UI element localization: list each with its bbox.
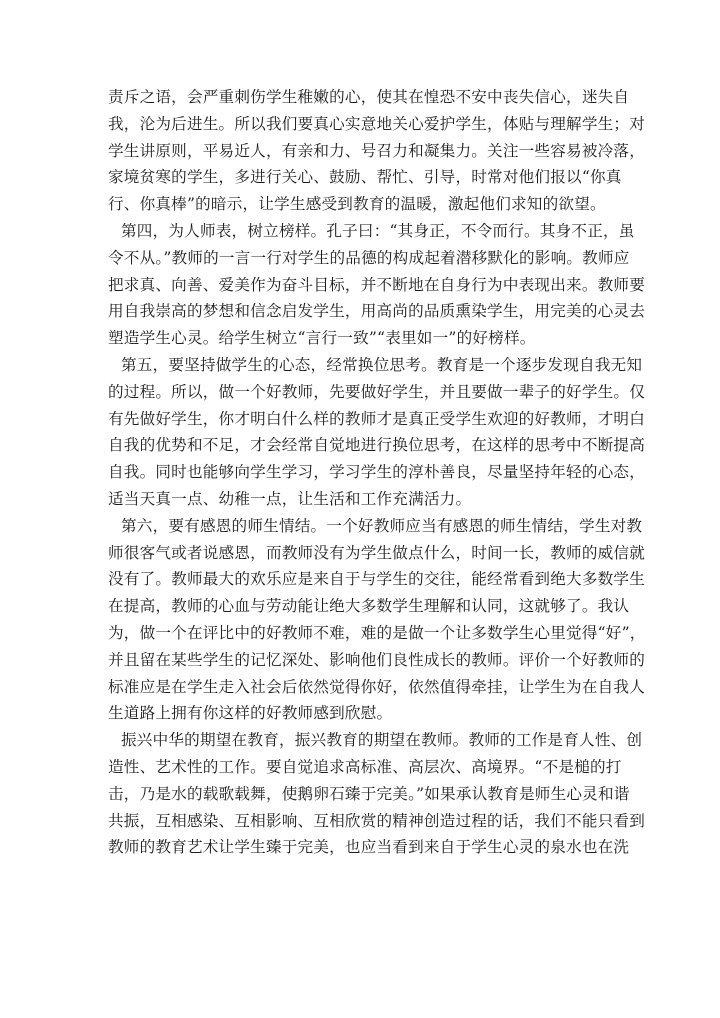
text-line: 没有了。教师最大的欢乐应是来自于与学生的交往，能经常看到绝大多数学生 [108, 570, 645, 589]
text-line: 有先做好学生，你才明白什么样的教师才是真正受学生欢迎的好教师，才明白 [108, 409, 645, 428]
text-line: 第四，为人师表，树立榜样。孔子曰：“其身正，不令而行。其身不正，虽 [121, 221, 635, 240]
text-line: 把求真、向善、爱美作为奋斗目标，并不断地在自身行为中表现出来。教师要 [108, 275, 645, 294]
paragraph-continuation [108, 84, 645, 218]
text-line: 用自我崇高的梦想和信念启发学生，用高尚的品质熏染学生，用完美的心灵去 [108, 302, 645, 321]
paragraph-fourth-point [108, 218, 645, 352]
text-line: 塑造学生心灵。给学生树立“言行一致”“表里如一”的好榜样。 [108, 329, 536, 348]
text-line: 振兴中华的期望在教育，振兴教育的期望在教师。教师的工作是育人性、创 [121, 731, 643, 750]
text-line: 造性、艺术性的工作。要自觉追求高标准、高层次、高境界。“不是槌的打 [108, 757, 622, 776]
text-line: 责斥之语，会严重刺伤学生稚嫩的心，使其在惶恐不安中丧失信心，迷失自 [108, 88, 630, 106]
text-line: 生道路上拥有你这样的好教师感到欣慰。 [108, 704, 393, 723]
text-line: 为，做一个在评比中的好教师不难，难的是做一个让多数学生心里觉得“好”， [108, 623, 646, 642]
text-line: 在提高，教师的心血与劳动能让绝大多数学生理解和认同，这就够了。我认 [108, 597, 630, 616]
text-line: 行、你真棒”的暗示，让学生感受到教育的温暖，激起他们求知的欲望。 [108, 195, 606, 214]
paragraph-fifth-point [108, 352, 645, 513]
text-line: 击，乃是水的载歌载舞，使鹅卵石臻于完美。”如果承认教育是师生心灵和谐 [108, 784, 630, 803]
text-line: 自我。同时也能够向学生学习，学习学生的淳朴善良，尽量坚持年轻的心态， [108, 463, 645, 482]
text-line: 家境贫寒的学生，多进行关心、鼓励、帮忙、引导，时常对他们报以“你真 [108, 168, 622, 187]
text-line: 教师的教育艺术让学生臻于完美，也应当看到来自于学生心灵的泉水也在洗 [108, 838, 630, 857]
paragraph-conclusion [108, 727, 645, 861]
text-line: 第五，要坚持做学生的心态，经常换位思考。教育是一个逐步发现自我无知 [121, 355, 643, 374]
text-line: 适当天真一点、幼稚一点，让生活和工作充满活力。 [108, 489, 472, 508]
body-text [108, 84, 646, 861]
text-line: 令不从。”教师的一言一行对学生的品德的构成起着潜移默化的影响。教师应 [108, 248, 630, 267]
text-line: 共振，互相感染、互相影响、互相欣赏的精神创造过程的话，我们不能只看到 [108, 811, 645, 830]
text-line: 师很客气或者说感恩，而教师没有为学生做点什么，时间一长，教师的威信就 [108, 543, 645, 562]
text-line: 我，沦为后进生。所以我们要真心实意地关心爱护学生，体贴与理解学生；对 [108, 114, 645, 133]
text-line: 第六，要有感恩的师生情结。一个好教师应当有感恩的师生情结，学生对教 [121, 516, 643, 535]
text-line: 的过程。所以，做一个好教师，先要做好学生，并且要做一辈子的好学生。仅 [108, 382, 645, 401]
text-line: 学生讲原则，平易近人，有亲和力、号召力和凝集力。关注一些容易被冷落， [108, 141, 645, 160]
text-line: 自我的优势和不足，才会经常自觉地进行换位思考，在这样的思考中不断提高 [108, 436, 645, 455]
paragraph-sixth-point [108, 513, 646, 727]
text-line: 标准应是在学生走入社会后依然觉得你好，依然值得牵挂，让学生为在自我人 [108, 677, 645, 696]
text-line: 并且留在某些学生的记忆深处、影响他们良性成长的教师。评价一个好教师的 [108, 650, 645, 669]
